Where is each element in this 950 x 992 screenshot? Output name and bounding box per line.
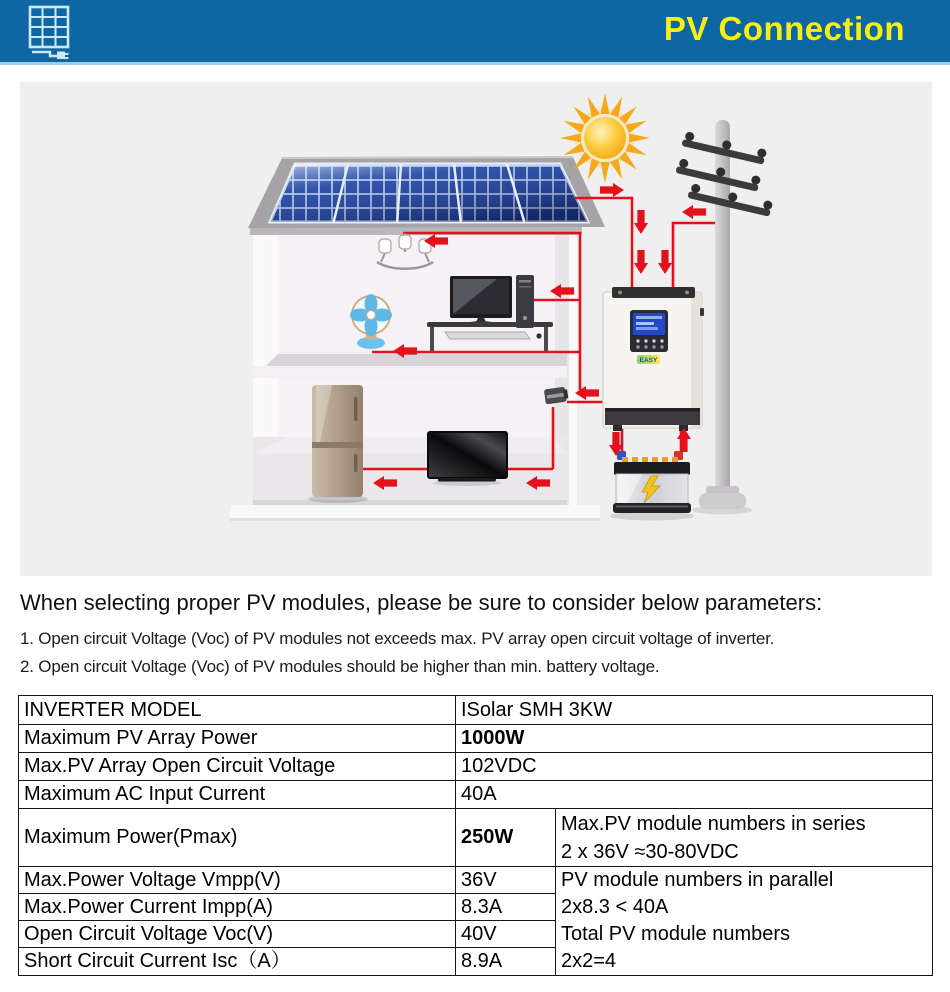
page-title: PV Connection (663, 10, 905, 47)
note-line: 2x2=4 (561, 950, 617, 972)
note-line: 2 x 36V ≈30-80VDC (561, 840, 739, 863)
table-row (19, 867, 933, 894)
spec-label: INVERTER MODEL (19, 696, 456, 725)
spec-label: Maximum Power(Pmax) (19, 809, 456, 867)
spec-label: Max.Power Voltage Vmpp(V) (19, 867, 456, 894)
spec-value: 102VDC (456, 753, 933, 781)
intro-item-1: 1. Open circuit Voltage (Voc) of PV modules not exceeds max. PV array open circuit voltage of inverter. (20, 629, 775, 648)
spec-note (556, 809, 933, 867)
note-line: 2x8.3 < 40A (561, 896, 669, 918)
spec-label: Open Circuit Voltage Voc(V) (19, 921, 456, 948)
spec-value: 8.9A (456, 948, 556, 976)
spec-value: 250W (456, 809, 556, 867)
header-bar (0, 0, 950, 62)
intro-item-2: 2. Open circuit Voltage (Voc) of PV modules should be higher than min. battery voltage. (20, 657, 660, 676)
note-line: Max.PV module numbers in series (561, 812, 866, 835)
intro-heading: When selecting proper PV modules, please be sure to consider below parameters: (20, 590, 823, 615)
refrigerator-icon (308, 385, 368, 503)
table-row (19, 696, 933, 725)
table-row (19, 753, 933, 781)
spec-label: Maximum PV Array Power (19, 725, 456, 753)
spec-value: 8.3A (456, 894, 556, 921)
spec-merged-note (556, 867, 933, 976)
solar-panel-roof (248, 157, 605, 228)
spec-value: 40V (456, 921, 556, 948)
house (230, 227, 600, 521)
table-row (19, 725, 933, 753)
solar-panel-plug-icon (26, 5, 70, 59)
television-icon (428, 432, 507, 486)
inverter (603, 287, 704, 431)
note-line: PV module numbers in parallel (561, 869, 834, 891)
spec-label: Max.PV Array Open Circuit Voltage (19, 753, 456, 781)
spec-label: Short Circuit Current Isc（A） (19, 948, 456, 976)
table-row (19, 781, 933, 809)
header-divider (0, 62, 950, 65)
pv-connection-diagram (20, 82, 932, 576)
sun-icon (560, 93, 650, 183)
note-line: Total PV module numbers (561, 923, 791, 945)
spec-value: 40A (456, 781, 933, 809)
spec-table (18, 695, 933, 976)
spec-label: Maximum AC Input Current (19, 781, 456, 809)
spec-value: 36V (456, 867, 556, 894)
inverter-logo-text: EASY (639, 357, 658, 364)
spec-value: 1000W (456, 725, 933, 753)
spec-label: Max.Power Current Impp(A) (19, 894, 456, 921)
table-row (19, 809, 933, 867)
spec-value: ISolar SMH 3KW (456, 696, 933, 725)
